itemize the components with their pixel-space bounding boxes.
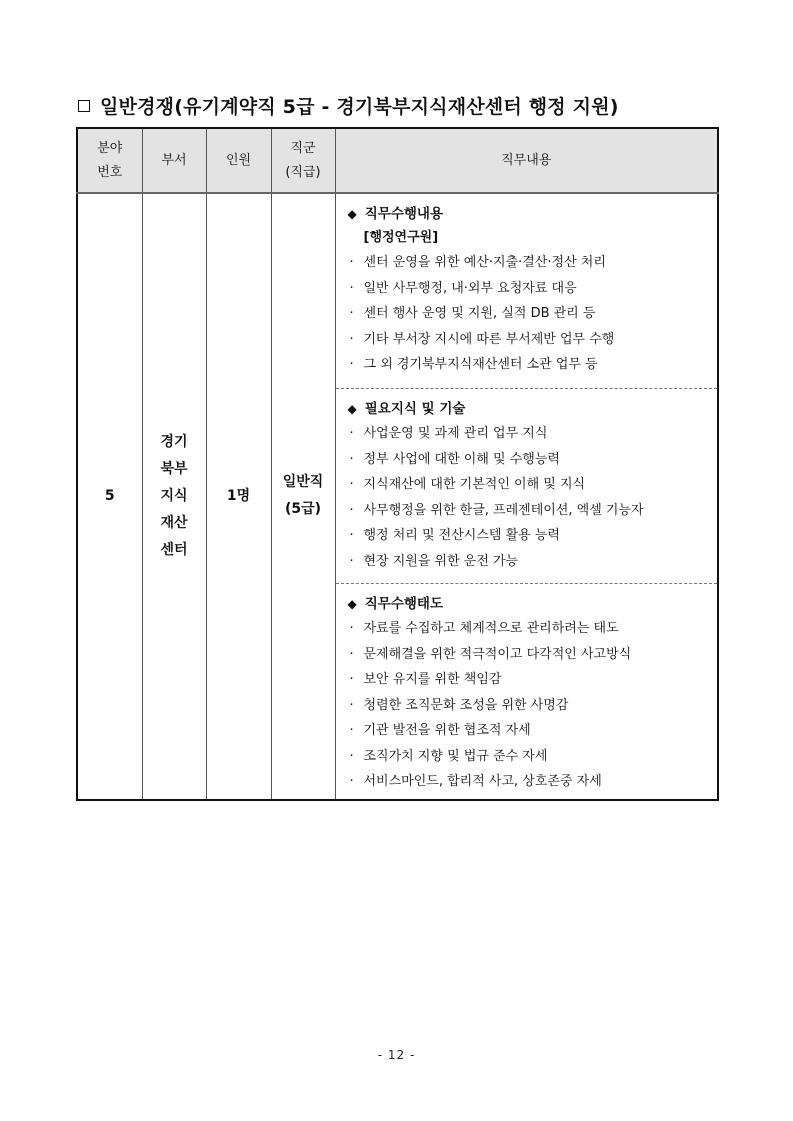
diamond-icon: ◆ [347,207,357,221]
list-item: · 문제해결을 위한 적극적이고 다각적인 사고방식 [349,646,632,662]
diamond-icon: ◆ [347,597,357,611]
list-item: · 보안 유지를 위한 책임감 [349,672,502,687]
list-item: · 청렴한 조직문화 조성을 위한 사명감 [349,697,569,713]
list-item: · 현장 지원을 위한 운전 가능 [349,553,519,569]
header-duties: 직무내용 [335,128,718,193]
list-item: · 센터 행사 운영 및 지원, 실적 DB 관리 등 [349,306,596,321]
list-item: · 일반 사무행정, 내·외부 요청자료 대응 [349,280,577,296]
cell-department: 경기 북부 지식 재산 센터 [142,193,206,800]
header-department: 부서 [142,128,206,193]
header-job-group: 직군 (직급) [271,128,335,193]
table-header-row [77,128,718,193]
duties-block-attitude: ◆ 직무수행태도 · 자료를 수집하고 체계적으로 관리하려는 태도 · 문제해결을 위한 적극적이고 다각적인 사고방식 · 보안 유지를 위한 책임감 · 청렴한 조직문화 조성을 위한 사명감 · 기관 발전을 위한 협조적 자세 · 조직가치 지향 및 법규 준수 자세 · 서비스마인드, 합리적 사고, 상호존중 자세 [336,583,718,799]
cell-duties [335,193,718,800]
table-row [77,193,718,800]
cell-field-no: 5 [77,193,142,800]
list-item: · 조직가치 지향 및 법규 준수 자세 [349,748,548,764]
list-item: · 서비스마인드, 합리적 사고, 상호존중 자세 [349,774,602,789]
cell-job-group: 일반직 (5급) [271,193,335,800]
list-item: · 지식재산에 대한 기본적인 이해 및 지식 [349,477,586,492]
diamond-icon: ◆ [347,402,357,416]
header-headcount: 인원 [206,128,271,193]
list-item: · 기관 발전을 위한 협조적 자세 [349,723,531,738]
list-item: · 자료를 수집하고 체계적으로 관리하려는 태도 [349,621,619,636]
list-item: · 센터 운영을 위한 예산·지출·결산·정산 처리 [349,255,606,270]
header-field-no: 분야 번호 [77,128,142,193]
section-title [78,92,619,119]
section-title-text: 일반경쟁(유기계약직 5급 - 경기북부지식재산센터 행정 지원) [100,96,619,118]
duties-block-knowledge: ◆ 필요지식 및 기술 · 사업운영 및 과제 관리 업무 지식 · 정부 사업에 대한 이해 및 수행능력 · 지식재산에 대한 기본적인 이해 및 지식 · 사무행정을 위한 한글, 프레젠테이션, 엑셀 기능자 · 행정 처리 및 전산시스템 활용 능력 · 현장 지원을 위한 운전 가능 [336,388,718,583]
list-item: · 정부 사업에 대한 이해 및 수행능력 [349,451,560,467]
list-item: · 사업운영 및 과제 관리 업무 지식 [349,426,548,441]
list-item: · 기타 부서장 지시에 따른 부서제반 업무 수행 [349,331,615,347]
square-outline-icon [78,100,90,112]
recruitment-table [76,127,719,801]
list-item: · 그 외 경기북부지식재산센터 소관 업무 등 [349,357,598,372]
cell-headcount: 1명 [206,193,271,800]
list-item: · 행정 처리 및 전산시스템 활용 능력 [349,528,560,543]
list-item: · 사무행정을 위한 한글, 프레젠테이션, 엑셀 기능자 [349,502,644,518]
duties-block-performance: ◆ 직무수행내용 [행정연구원] · 센터 운영을 위한 예산·지출·결산·정산 처리 · 일반 사무행정, 내·외부 요청자료 대응 · 센터 행사 운영 및 지원, 실적 DB 관리 등 · 기타 부서장 지시에 따른 부서제반 업무 수행 · 그 외 경기북부지식재산센터 소관 업무 등 [336,194,718,388]
page-number: - 12 - [377,1048,416,1062]
